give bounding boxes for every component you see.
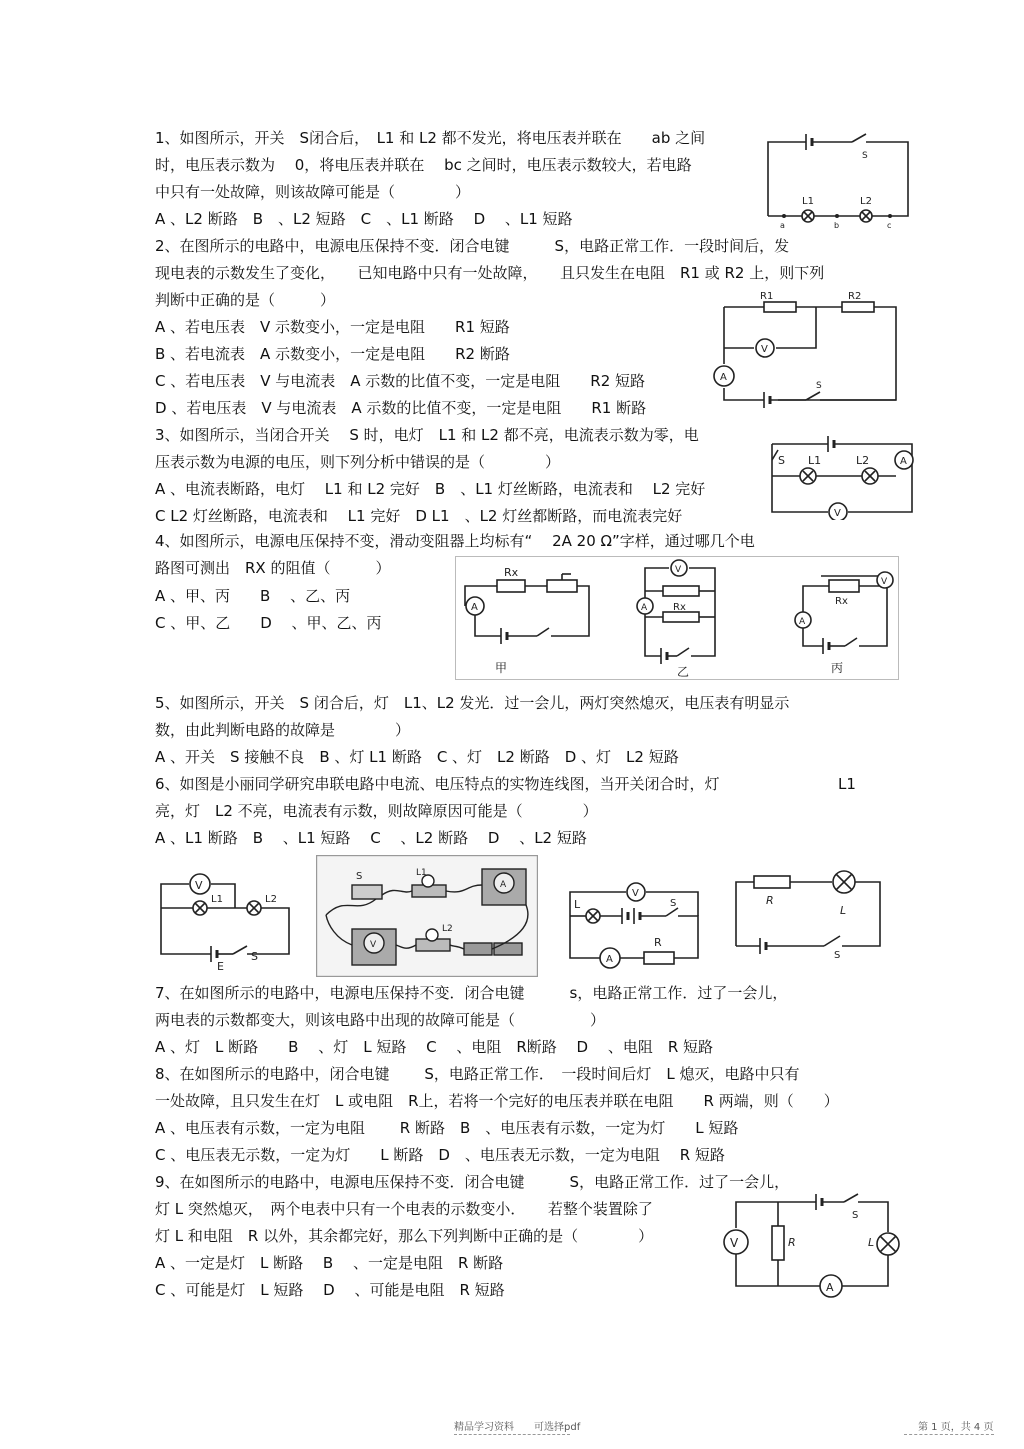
fig8-switch-label: S — [834, 950, 841, 961]
fig7-ammeter-label: A — [606, 954, 613, 965]
fig4-yi-label: 乙 — [677, 665, 690, 679]
fig4-yi-rx-label: Rx — [673, 602, 686, 613]
q1-line-2: 时，电压表示数为 0，将电压表并联在 bc 之间时，电压表示数较大，若电路 — [155, 156, 692, 174]
fig6-voltmeter-label: V — [370, 940, 377, 950]
fig1-a-label: a — [780, 221, 785, 230]
q3-options-ab: A 、电流表断路，电灯 L1 和 L2 完好 B 、L1 灯丝断路，电流表和 L2 完好 — [155, 480, 706, 498]
fig6-l1-label: L1 — [416, 868, 427, 878]
q7-options: A 、灯 L 断路 B 、灯 L 短路 C 、电阻 R断路 D 、电阻 R 短路 — [155, 1038, 714, 1056]
footer-page-number: 第 1 页，共 4 页 — [918, 1422, 994, 1433]
fig9-voltmeter-label: V — [730, 1236, 739, 1250]
fig7-voltmeter-label: V — [632, 888, 639, 899]
fig8-lamp-label: L — [840, 904, 847, 917]
q6-line-2: 亮，灯 L2 不亮，电流表有示数，则故障原因可能是（ ） — [155, 802, 598, 820]
q3-line-2: 压表示数为电源的电压，则下列分析中错误的是（ ） — [155, 453, 561, 471]
fig1-b-label: b — [834, 221, 840, 230]
fig6-switch-label: S — [356, 871, 363, 882]
fig8-resistor-label: R — [766, 894, 774, 907]
fig2-ammeter-label: A — [720, 372, 727, 383]
fig5-switch-label: S — [251, 950, 258, 963]
fig5-battery-label: E — [217, 960, 224, 972]
q6-options: A 、L1 断路 B 、L1 短路 C 、L2 断路 D 、L2 短路 — [155, 829, 587, 847]
fig4-yi-voltmeter-label: V — [675, 565, 682, 575]
footer-divider-left — [454, 1434, 570, 1435]
fig2-r2-label: R2 — [848, 291, 862, 302]
q9-options-ab: A 、一定是灯 L 断路 B 、一定是电阻 R 断路 — [155, 1254, 504, 1272]
q2-option-c: C 、若电压表 V 与电流表 A 示数的比值不变，一定是电阻 R2 短路 — [155, 372, 646, 390]
fig3-l1-label: L1 — [808, 454, 822, 467]
fig2-switch-label: S — [816, 381, 822, 391]
fig3-switch-label: S — [778, 454, 785, 467]
fig4-bing-label: 丙 — [831, 661, 844, 675]
fig7-lamp-label: L — [574, 898, 581, 911]
q2-option-b: B 、若电流表 A 示数变小，一定是电阻 R2 断路 — [155, 345, 510, 363]
figure-q9-circuit — [720, 1188, 904, 1304]
q9-options-cd: C 、可能是灯 L 短路 D 、可能是电阻 R 短路 — [155, 1281, 505, 1299]
q1-line-3: 中只有一处故障，则该故障可能是（ ） — [155, 183, 471, 201]
fig9-resistor-label: R — [788, 1236, 796, 1249]
figure-q8-circuit — [730, 870, 886, 966]
q6-line-1: 6、如图是小丽同学研究串联电路中电流、电压特点的实物连线图，当开关闭合时，灯 — [155, 775, 720, 793]
q2-line-3: 判断中正确的是（ ） — [155, 291, 336, 309]
q9-line-3: 灯 L 和电阻 R 以外，其余都完好，那么下列判断中正确的是（ ） — [155, 1227, 654, 1245]
q4-options-cd: C 、甲、乙 D 、甲、乙、丙 — [155, 614, 382, 632]
fig5-l2-label: L2 — [265, 894, 277, 905]
fig9-switch-label: S — [852, 1210, 859, 1221]
figure-q7-circuit — [558, 880, 708, 972]
q5-line-1: 5、如图所示，开关 S 闭合后，灯 L1、L2 发光．过一会儿，两灯突然熄灭，电压表有明显示 — [155, 694, 790, 712]
fig4-bing-rx-label: Rx — [835, 596, 848, 607]
fig1-l2-label: L2 — [860, 196, 872, 207]
fig5-l1-label: L1 — [211, 894, 223, 905]
fig5-voltmeter-label: V — [195, 879, 203, 892]
fig2-r1-label: R1 — [760, 291, 774, 302]
q5-options: A 、开关 S 接触不良 B 、灯 L1 断路 C 、灯 L2 断路 D 、灯 L2 短路 — [155, 748, 679, 766]
fig4-yi-ammeter-label: A — [641, 603, 648, 613]
q2-option-a: A 、若电压表 V 示数变小，一定是电阻 R1 短路 — [155, 318, 510, 336]
fig6-ammeter-label: A — [500, 880, 507, 890]
q7-line-1: 7、在如图所示的电路中，电源电压保持不变．闭合电键 s，电路正常工作．过了一会儿， — [155, 984, 788, 1002]
figure-q3-circuit — [764, 430, 920, 520]
q8-line-2: 一处故障，且只发生在灯 L 或电阻 R上，若将一个完好的电压表并联在电阻 R 两端，则（ ） — [155, 1092, 839, 1110]
q2-option-d: D 、若电压表 V 与电流表 A 示数的比值不变，一定是电阻 R1 断路 — [155, 399, 647, 417]
q8-options-ab: A 、电压表有示数，一定为电阻 R 断路 B 、电压表有示数，一定为灯 L 短路 — [155, 1119, 739, 1137]
fig3-l2-label: L2 — [856, 454, 870, 467]
fig2-voltmeter-label: V — [761, 344, 768, 355]
q2-line-2: 现电表的示数发生了变化， 已知电路中只有一处故障， 且只发生在电阻 R1 或 R2 上，则下列 — [155, 264, 825, 282]
figure-q4-circuits — [455, 556, 899, 680]
fig4-bing-ammeter-label: A — [799, 617, 806, 627]
q3-line-1: 3、如图所示，当闭合开关 S 时，电灯 L1 和 L2 都不亮，电流表示数为零，电 — [155, 426, 699, 444]
fig1-c-label: c — [887, 221, 892, 230]
fig7-switch-label: S — [670, 898, 677, 909]
footer-left: 精品学习资料 可选择pdf — [454, 1422, 581, 1433]
figure-q2-circuit — [706, 288, 902, 410]
q8-line-1: 8、在如图所示的电路中，闭合电键 S，电路正常工作． 一段时间后灯 L 熄灭，电路中只有 — [155, 1065, 800, 1083]
q3-options-cd: C L2 灯丝断路，电流表和 L1 完好 D L1 、L2 灯丝都断路，而电流表完好 — [155, 507, 683, 525]
fig9-lamp-label: L — [868, 1236, 875, 1249]
fig4-jia-rx-label: Rx — [504, 566, 519, 579]
figure-q5-circuit — [155, 862, 295, 972]
footer-divider-right — [904, 1434, 994, 1435]
q5-line-2: 数，由此判断电路的故障是 ） — [155, 721, 411, 739]
fig4-jia-label: 甲 — [495, 661, 508, 675]
q7-line-2: 两电表的示数都变大，则该电路中出现的故障可能是（ ） — [155, 1011, 606, 1029]
q1-line-1: 1、如图所示，开关 S闭合后， L1 和 L2 都不发光，将电压表并联在 ab 之间 — [155, 129, 706, 147]
fig1-switch-label: S — [862, 151, 868, 161]
q4-line-2: 路图可测出 RX 的阻值（ ） — [155, 559, 391, 577]
q6-line-1-tail: L1 — [838, 775, 856, 793]
fig3-voltmeter-label: V — [834, 508, 841, 519]
figure-q6-wiring-photo — [316, 855, 538, 977]
q8-options-cd: C 、电压表无示数，一定为灯 L 断路 D 、电压表无示数，一定为电阻 R 短路 — [155, 1146, 725, 1164]
fig1-l1-label: L1 — [802, 196, 814, 207]
fig4-jia-ammeter-label: A — [471, 602, 478, 613]
fig3-ammeter-label: A — [900, 456, 907, 467]
q9-line-1: 9、在如图所示的电路中，电源电压保持不变．闭合电键 S，电路正常工作．过了一会儿， — [155, 1173, 790, 1191]
fig9-ammeter-label: A — [826, 1281, 834, 1294]
fig7-resistor-label: R — [654, 936, 662, 949]
q1-options: A 、L2 断路 B 、L2 短路 C 、L1 断路 D 、L1 短路 — [155, 210, 573, 228]
q2-line-1: 2、在图所示的电路中，电源电压保持不变．闭合电键 S，电路正常工作．一段时间后，发 — [155, 237, 790, 255]
q4-line-1: 4、如图所示，电源电压保持不变，滑动变阻器上均标有“ 2A 20 Ω”字样，通过哪几个电 — [155, 532, 755, 550]
q9-line-2: 灯 L 突然熄灭， 两个电表中只有一个电表的示数变小． 若整个装置除了 — [155, 1200, 653, 1218]
fig6-l2-label: L2 — [442, 924, 453, 934]
q4-options-ab: A 、甲、丙 B 、乙、丙 — [155, 587, 351, 605]
fig4-bing-voltmeter-label: V — [881, 577, 888, 587]
figure-q1-circuit — [762, 130, 914, 230]
